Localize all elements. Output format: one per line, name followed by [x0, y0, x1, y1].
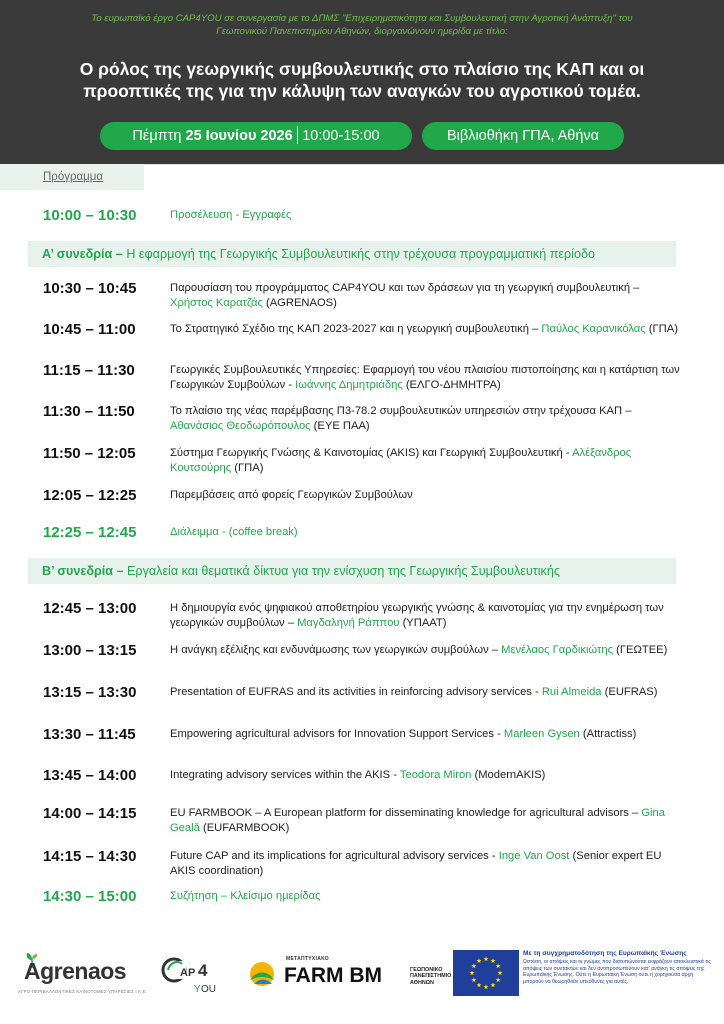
header-banner — [0, 0, 724, 164]
agenda-text: Συζήτηση – Κλείσιμο ημερίδας — [170, 890, 321, 902]
tab-program[interactable]: Πρόγραμμα — [0, 164, 144, 190]
session-label: Β’ συνεδρία – — [42, 564, 127, 578]
speaker-name: Παύλος Καρανικόλας — [541, 323, 646, 335]
date-pill — [100, 122, 412, 150]
agenda-text: Future CAP and its implications for agricultural advisory services - Inge Van Oost (Senior expert EU AKIS coordination) — [170, 850, 662, 877]
event-hours: 10:00-15:00 — [302, 128, 380, 144]
speaker-name: Αθανάσιος Θεοδωρόπουλος — [170, 420, 311, 432]
agenda-time: 11:15 – 11:30 — [43, 362, 135, 379]
agenda-time: 14:00 – 14:15 — [43, 805, 137, 822]
eu-star — [470, 970, 475, 975]
speaker-name: Inge Van Oost — [498, 850, 570, 862]
speaker-org: (ΥΠΑΑΤ) — [399, 617, 447, 629]
agenda-text: Προσέλευση - Εγγραφές — [170, 209, 292, 221]
eu-star — [471, 977, 476, 982]
speaker-org: (AGRENAOS) — [262, 297, 337, 309]
event-date: 25 Ιουνίου 2026 — [185, 128, 293, 144]
session-header-b — [28, 558, 676, 584]
agenda-time: 11:30 – 11:50 — [43, 403, 135, 420]
eu-star — [498, 970, 503, 975]
agenda-text: Η δημιουργία ενός ψηφιακού αποθετηρίου γεωργικής γνώσης & καινοτομίας για την ενημέρωση των γεωργικών συμβούλων – Μαγδαληνή Ράππου (ΥΠΑΑΤ) — [170, 602, 664, 629]
speaker-name: Χρήστος Καρατζάς — [170, 297, 263, 309]
speaker-org: (EUFRAS) — [601, 686, 658, 698]
speaker-org: (ΓΕΩΤΕΕ) — [613, 644, 668, 656]
speaker-name: Rui Almeida — [541, 686, 602, 698]
agenda-time: 13:15 – 13:30 — [43, 684, 137, 701]
speaker-org: (Senior expert EU AKIS coordination) — [170, 850, 662, 877]
date-prefix: Πέμπτη — [132, 128, 186, 144]
eu-star — [471, 963, 476, 968]
eu-star — [491, 983, 496, 988]
eu-star — [496, 977, 501, 982]
event-venue: Βιβλιοθήκη ΓΠΑ, Αθήνα — [446, 128, 600, 144]
eu-star — [477, 958, 482, 963]
svg-text:OU: OU — [201, 984, 216, 995]
cap4you-mark — [160, 952, 232, 996]
farm-program-label: ΜΕΤΑΠΤΥΧΙΑΚΟ — [286, 956, 329, 962]
university-name: ΓΕΩΠΟΝΙΚΟ ΠΑΝΕΠΙΣΤΗΜΙΟ ΑΘΗΝΩΝ — [410, 967, 452, 986]
eu-star — [477, 983, 482, 988]
speaker-name: Μενέλαος Γαρδικιώτης — [501, 644, 614, 656]
speaker-name: Ιωάννης Δημητριάδης — [295, 379, 403, 391]
agenda-text: Empowering agricultural advisors for Innovation Support Services - Marleen Gysen (Attractiss) — [170, 728, 637, 740]
agenda-text: Διάλειμμα - (coffee break) — [170, 526, 298, 538]
agenda-time: 13:45 – 14:00 — [43, 767, 137, 784]
agenda-text: Η ανάγκη εξέλιξης και ενδυνάμωσης των γεωργικών συμβούλων – Μενέλαος Γαρδικιώτης (ΓΕΩΤΕΕ) — [170, 644, 668, 656]
event-title: Ο ρόλος της γεωργικής συμβουλευτικής στο πλαίσιο της ΚΑΠ και οι προοπτικές της για την κάλυψη των αναγκών του αγροτικού τομέα. — [79, 59, 645, 101]
agrenaos-subtitle: ΑΓΡΟ-ΠΕΡΙΒΑΛΛΟΝΤΙΚΕΣ ΚΑΙΝΟΤΟΜΕΣ ΥΠΗΡΕΣΙΕΣ Ι.Κ.Ε. — [18, 989, 148, 994]
eu-star — [484, 984, 489, 989]
speaker-org: (ΓΠΑ) — [231, 462, 264, 474]
speaker-org: (EUFARMBOOK) — [199, 822, 290, 834]
eu-funding-title: Με τη συγχρηματοδότηση της Ευρωπαϊκής Ένωσης — [523, 950, 687, 957]
speaker-name: Marleen Gysen — [503, 728, 580, 740]
agenda-time: 13:00 – 13:15 — [43, 642, 137, 659]
agenda-text: Το πλαίσιο της νέας παρέμβασης Π3-78.2 συμβουλευτικών υπηρεσιών στην τρέχουσα ΚΑΠ – Αθανάσιος Θεοδωρόπουλος (ΕΥΕ ΠΑΑ) — [170, 405, 632, 432]
speaker-name: Αλέξανδρος Κουτσούρης — [170, 447, 632, 474]
farm-bm-logo — [246, 954, 452, 994]
farm-bm-name: FARM BM — [284, 964, 382, 987]
speaker-org: (ΕΥΕ ΠΑΑ) — [310, 420, 370, 432]
eu-disclaimer: Ωστόσο, οι απόψεις και οι γνώμες που διατυπώνονται εκφράζουν αποκλειστικά τις απόψεις των συντακτών και δεν αντιπροσωπεύουν κατ’ ανάγκη τις απόψεις της Ευρωπαϊκής Ένωσης. Ούτε η Ευρωπαϊκή Ένωση ούτε η χορηγούσα αρχή μπορούν να θεωρηθούν υπεύθυνες για αυτές. — [523, 959, 711, 985]
event-intro: Το ευρωπαϊκό έργο CAP4YOU σε συνεργασία με το ΔΠΜΣ "Επιχειρηματικότητα και Συμβουλευτική στην Αγροτική Ανάπτυξη" του Γεωπονικού Πανεπιστημίου Αθηνών, διοργανώνουν ημερίδα με τίτλο: — [91, 13, 633, 37]
agenda-time: 10:30 – 10:45 — [43, 280, 137, 297]
agenda-time: 12:25 – 12:45 — [43, 524, 137, 541]
svg-text:4: 4 — [198, 961, 208, 980]
agenda-time: 12:45 – 13:00 — [43, 600, 137, 617]
agenda-time: 12:05 – 12:25 — [43, 487, 137, 504]
agenda-time: 10:45 – 11:00 — [43, 321, 136, 338]
speaker-name: Μαγδαληνή Ράππου — [297, 617, 400, 629]
agenda-time: 14:15 – 14:30 — [43, 848, 137, 865]
speaker-org: (ΕΛΓΟ-ΔΗΜΗΤΡΑ) — [402, 379, 501, 391]
agenda-time: 11:50 – 12:05 — [43, 445, 136, 462]
speaker-name: Teodora Miron — [399, 769, 472, 781]
eu-star — [496, 963, 501, 968]
agenda-time: 10:00 – 10:30 — [43, 207, 137, 224]
agenda-text: Σύστημα Γεωργικής Γνώσης & Καινοτομίας (AKIS) και Γεωργική Συμβουλευτική - Αλέξανδρος Κουτσούρης (ΓΠΑ) — [170, 447, 632, 474]
speaker-org: (Attractiss) — [579, 728, 637, 740]
svg-text:Y: Y — [194, 984, 201, 995]
eu-star — [484, 956, 489, 961]
session-label: Α’ συνεδρία – — [42, 247, 127, 261]
speaker-org: (ModernAKIS) — [471, 769, 546, 781]
agenda-text: Το Στρατηγικό Σχέδιο της ΚΑΠ 2023-2027 και η γεωργική συμβουλευτική – Παύλος Καρανικόλας (ΓΠΑ) — [170, 323, 678, 335]
eu-flag-icon — [453, 950, 519, 996]
agenda-text: Integrating advisory services within the AKIS - Teodora Miron (ModernAKIS) — [170, 769, 546, 781]
sun-leaf-icon — [246, 958, 278, 990]
session-title: Η εφαρμογή της Γεωργικής Συμβουλευτικής στην τρέχουσα προγραμματική περίοδο — [126, 247, 596, 261]
session-title: Εργαλεία και θεματικά δίκτυα για την ενίσχυση της Γεωργικής Συμβουλευτικής — [127, 564, 560, 578]
cap4you-logo — [160, 952, 232, 996]
speaker-org: (ΓΠΑ) — [645, 323, 678, 335]
agrenaos-logo — [18, 952, 146, 996]
agenda-text: Παρεμβάσεις από φορείς Γεωργικών Συμβούλων — [170, 489, 413, 501]
footer-logos — [0, 944, 724, 1004]
agrenaos-name: Agrenaos — [24, 958, 127, 984]
venue-pill — [422, 122, 624, 150]
agenda-text: Παρουσίαση του προγράμματος CAP4YOU και των δράσεων για τη γεωργική συμβουλευτική – Χρήστος Καρατζάς (AGRENAOS) — [170, 282, 640, 309]
agenda-time: 14:30 – 15:00 — [43, 888, 137, 905]
speaker-name: Gina Gealǎ — [170, 807, 665, 834]
agenda-text: Γεωργικές Συμβουλευτικές Υπηρεσίες: Εφαρμογή του νέου πλαισίου πιστοποίησης και η κατάρτιση των Γεωργικών Συμβούλων - Ιωάννης Δημητριάδης (ΕΛΓΟ-ΔΗΜΗΤΡΑ) — [170, 364, 680, 391]
agenda-text: Presentation of EUFRAS and its activities in reinforcing advisory services - Rui Almeida (EUFRAS) — [170, 686, 658, 698]
agenda-time: 13:30 – 11:45 — [43, 726, 136, 743]
agenda-text: EU FARMBOOK – A European platform for disseminating knowledge for agricultural advisors – Gina Gealǎ (EUFARMBOOK) — [170, 807, 665, 834]
session-header-a — [28, 241, 676, 267]
svg-text:AP: AP — [180, 967, 196, 979]
pill-separator — [297, 126, 299, 144]
eu-star — [491, 958, 496, 963]
